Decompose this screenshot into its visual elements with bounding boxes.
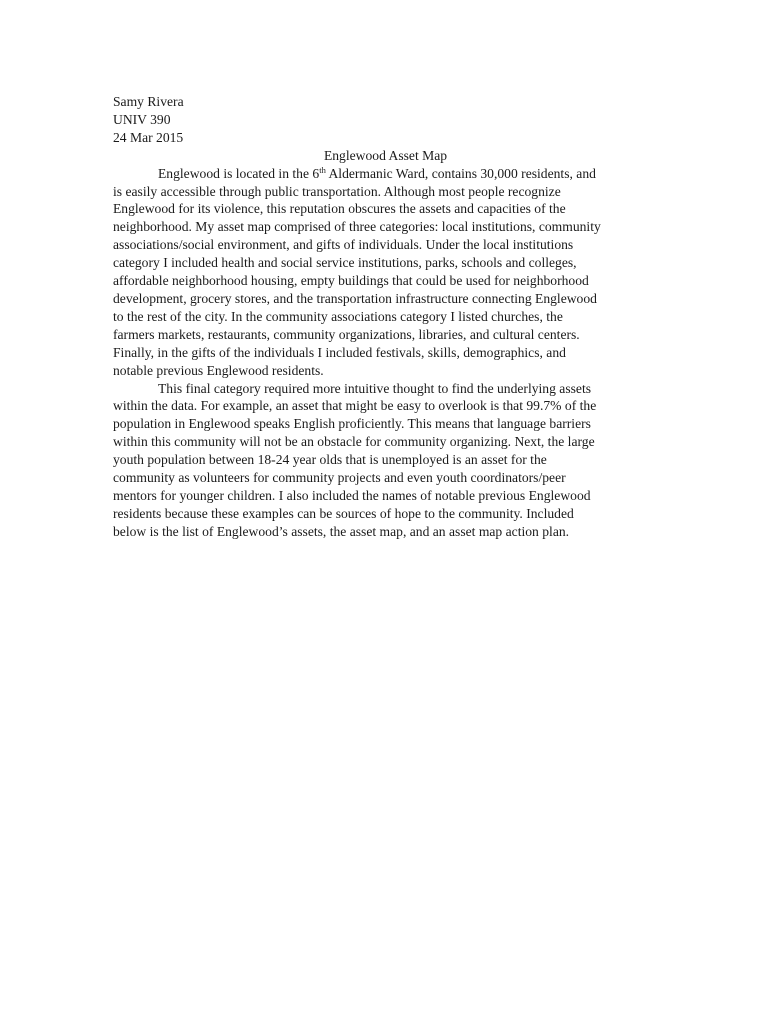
paragraph-1 xyxy=(113,165,658,380)
ordinal-superscript: th xyxy=(319,164,326,175)
paragraph-1-start: Englewood is located in the 6 xyxy=(158,165,320,181)
author-name: Samy Rivera xyxy=(113,94,184,109)
paragraph-2: This final category required more intuitive thought to find the underlying assets within the data. For example, an asset that might be easy to overlook is that 99.7% of the population in Englewood speaks English proficiently. This means that language barriers within this community will not be an obstacle for community organizing. Next, the large youth population between 18-24 year olds that is unemployed is an asset for the community as volunteers for community projects and even youth coordinators/peer mentors for younger children. I also included the names of notable previous Englewood residents because these examples can be sources of hope to the community. Included below is the list of Englewood’s assets, the asset map, and an asset map action plan. xyxy=(113,380,597,539)
paragraph-1-rest: Aldermanic Ward, contains 30,000 residents, and is easily accessible through public transportation. Although most people recognize Englewood for its violence, this reputation obscures the assets and capacities of the neighborhood. My asset map comprised of three categories: local institutions, community associations/social environment, and gifts of individuals. Under the local institutions category I included health and social service institutions, parks, schools and colleges, affordable neighborhood housing, empty buildings that could be used for neighborhood development, grocery stores, and the transportation infrastructure connecting Englewood to the rest of the city. In the community associations category I listed churches, the farmers markets, restaurants, community organizations, libraries, and cultural centers. Finally, in the gifts of the individuals I included festivals, skills, demographics, and notable previous Englewood residents. xyxy=(113,165,601,378)
course-code: UNIV 390 xyxy=(113,111,171,127)
document-body xyxy=(113,93,658,541)
document-date: 24 Mar 2015 xyxy=(113,129,184,145)
document-title: Englewood Asset Map xyxy=(323,147,448,163)
